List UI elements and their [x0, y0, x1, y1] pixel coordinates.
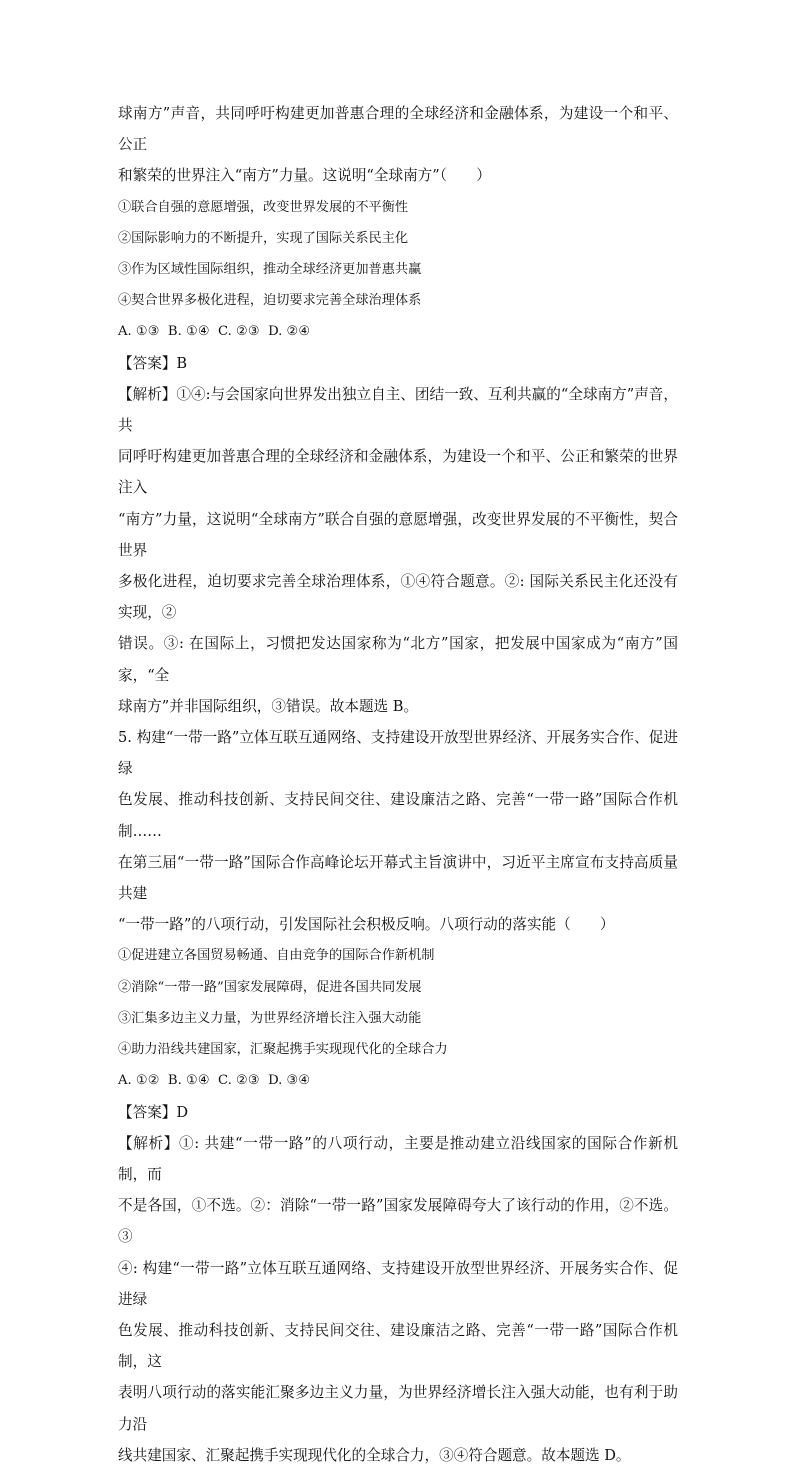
q5-stem-line-1: 5. 构建“一带一路”立体互联互通网络、支持建设开放型世界经济、开展务实合作、促进绿: [118, 729, 678, 778]
q5-stem: [118, 722, 678, 940]
q4-stem-line-1: 球南方”声音，共同呼吁构建更加普惠合理的全球经济和金融体系，为建设一个和平、公正: [118, 105, 678, 154]
q5-analysis: [118, 1128, 678, 1471]
q5-analysis-line-6: 线共建国家、汇聚起携手实现现代化的全球合力，③④符合题意。故本题选 D。: [118, 1446, 631, 1464]
q4-option-4: ④契合世界多极化进程，迫切要求完善全球治理体系: [118, 293, 422, 309]
q4-analysis-line-6: 球南方”并非国际组织，③错误。故本题选 B。: [118, 697, 419, 715]
q4-analysis-line-1: 【解析】①④:与会国家向世界发出独立自主、团结一致、互利共赢的“全球南方”声音，共: [118, 385, 678, 435]
q4-option-2: ②国际影响力的不断提升，实现了国际关系民主化: [118, 230, 409, 246]
document-page: [118, 98, 678, 1471]
q5-analysis-line-3: ④: 构建“一带一路”立体互联互通网络、支持建设开放型世界经济、开展务实合作、促进绿: [118, 1259, 678, 1308]
q5-analysis-line-5: 表明八项行动的落实能汇聚多边主义力量，为世界经济增长注入强大动能，也有利于助力沿: [118, 1384, 678, 1433]
q4-answer: 【答案】B: [118, 354, 188, 372]
q4-option-3: ③作为区域性国际组织，推动全球经济更加普惠共赢: [118, 262, 422, 278]
q4-analysis: [118, 379, 678, 722]
q5-option-2: ②消除“一带一路”国家发展障碍，促进各国共同发展: [118, 979, 422, 995]
q4-analysis-line-3: “南方”力量，这说明“全球南方”联合自强的意愿增强，改变世界发展的不平衡性，契合世界: [118, 510, 678, 559]
q4-analysis-line-2: 同呼吁构建更加普惠合理的全球经济和金融体系，为建设一个和平、公正和繁荣的世界注入: [118, 448, 678, 497]
q5-answer: 【答案】D: [118, 1103, 189, 1121]
q4-choices: A. ①③ B. ①④ C. ②③ D. ②④: [118, 324, 311, 340]
q4-stem-line-2: 和繁荣的世界注入“南方”力量。这说明“全球南方”（ ）: [118, 167, 491, 185]
q4-analysis-line-4: 多极化进程，迫切要求完善全球治理体系，①④符合题意。②: 国际关系民主化还没有实现，②: [118, 573, 678, 622]
q5-analysis-line-1: 【解析】①: 共建“一带一路”的八项行动，主要是推动建立沿线国家的国际合作新机制，而: [118, 1134, 678, 1183]
q5-option-4: ④助力沿线共建国家，汇聚起携手实现现代化的全球合力: [118, 1042, 448, 1058]
q4-option-1: ①联合自强的意愿增强，改变世界发展的不平衡性: [118, 199, 409, 215]
q4-stem: [118, 98, 678, 192]
q4-analysis-line-5: 错误。③: 在国际上，习惯把发达国家称为“北方”国家，把发展中国家成为“南方”国家，“全: [118, 635, 678, 684]
q4-options: [118, 192, 678, 317]
q5-choices: A. ①② B. ①④ C. ②③ D. ③④: [118, 1073, 311, 1089]
q5-stem-line-4: “一带一路”的八项行动，引发国际社会积极反响。八项行动的落实能（ ）: [118, 916, 615, 934]
q5-analysis-line-4: 色发展、推动科技创新、支持民间交往、建设廉洁之路、完善“一带一路”国际合作机制，这: [118, 1321, 678, 1371]
q5-option-3: ③汇集多边主义力量，为世界经济增长注入强大动能: [118, 1010, 422, 1026]
q5-stem-line-3: 在第三届“一带一路”国际合作高峰论坛开幕式主旨演讲中，习近平主席宣布支持高质量共建: [118, 853, 678, 903]
q5-option-1: ①促进建立各国贸易畅通、自由竞争的国际合作新机制: [118, 948, 435, 964]
q5-options: [118, 940, 678, 1065]
q5-analysis-line-2: 不是各国，①不选。②：消除“一带一路”国家发展障碍夸大了该行动的作用，②不选。③: [118, 1197, 678, 1246]
q5-stem-line-2: 色发展、推动科技创新、支持民间交往、建设廉洁之路、完善“一带一路”国际合作机制……: [118, 791, 678, 840]
